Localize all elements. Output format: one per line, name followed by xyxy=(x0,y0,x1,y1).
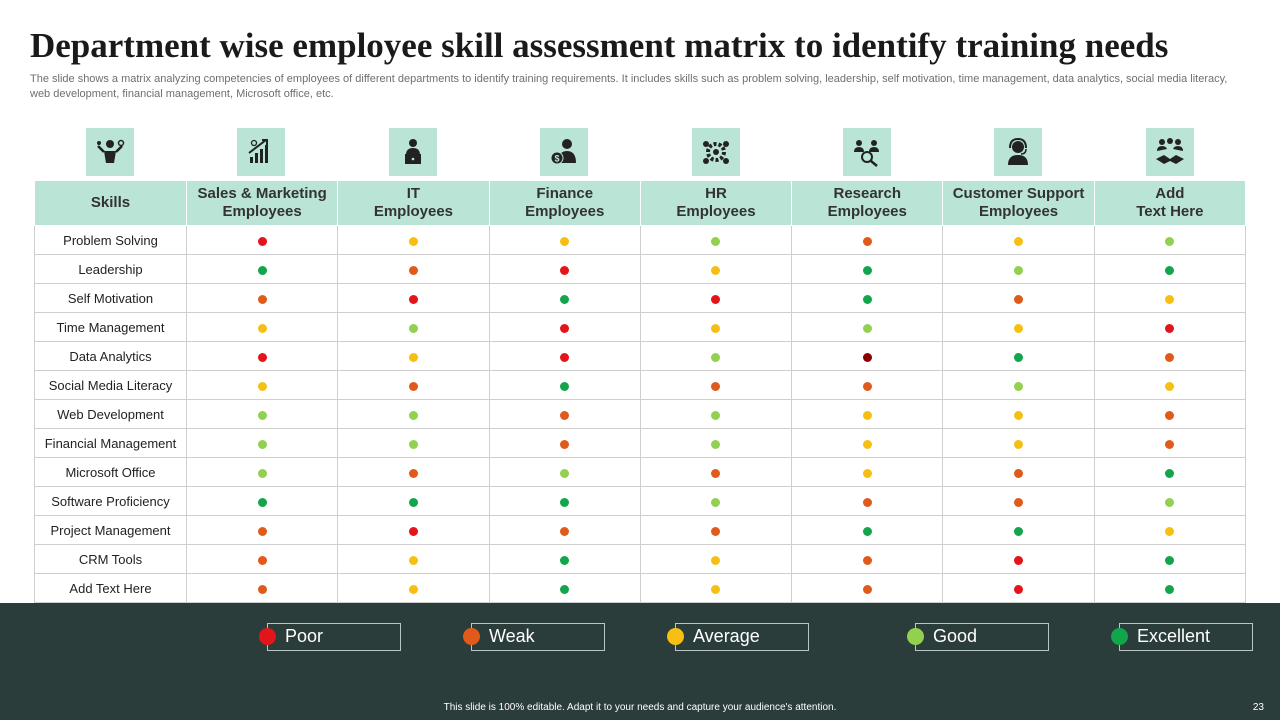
table-row xyxy=(35,342,1246,371)
rating-cell xyxy=(792,226,943,255)
rating-cell xyxy=(338,342,489,371)
rating-cell xyxy=(792,487,943,516)
skill-name: Web Development xyxy=(35,400,187,429)
rating-dot-weak xyxy=(258,527,267,536)
department-column-header: Customer Support Employees xyxy=(943,181,1094,226)
rating-cell xyxy=(943,487,1094,516)
rating-cell xyxy=(943,226,1094,255)
svg-text:$: $ xyxy=(554,153,560,164)
rating-dot-good xyxy=(258,411,267,420)
rating-dot-average xyxy=(1014,411,1023,420)
table-row xyxy=(35,371,1246,400)
rating-cell xyxy=(338,545,489,574)
department-icons-row xyxy=(34,128,1246,176)
skill-name: Software Proficiency xyxy=(35,487,187,516)
rating-dot-average xyxy=(863,469,872,478)
table-row xyxy=(35,574,1246,603)
computer-worker-icon xyxy=(389,128,437,176)
finance-person-icon xyxy=(540,128,588,176)
table-row xyxy=(35,545,1246,574)
rating-cell xyxy=(792,429,943,458)
legend-label: Poor xyxy=(285,626,324,646)
rating-cell xyxy=(338,255,489,284)
matrix-body xyxy=(35,226,1246,603)
rating-dot-excellent xyxy=(863,295,872,304)
rating-cell xyxy=(640,342,791,371)
rating-dot-excellent xyxy=(409,498,418,507)
legend-dot xyxy=(1111,628,1128,645)
rating-cell xyxy=(1094,371,1245,400)
rating-cell xyxy=(1094,487,1245,516)
legend-item-excellent xyxy=(1119,623,1253,651)
legend-dot xyxy=(667,628,684,645)
rating-cell xyxy=(338,516,489,545)
rating-dot-weak xyxy=(1165,353,1174,362)
growth-chart-icon xyxy=(237,128,285,176)
rating-dot-average xyxy=(258,324,267,333)
department-column-header: Research Employees xyxy=(792,181,943,226)
rating-dot-weak xyxy=(1014,469,1023,478)
department-column-header: Add Text Here xyxy=(1094,181,1245,226)
rating-cell xyxy=(640,313,791,342)
rating-cell xyxy=(338,458,489,487)
rating-dot-average xyxy=(711,324,720,333)
rating-dot-average xyxy=(409,585,418,594)
skill-name: Leadership xyxy=(35,255,187,284)
table-row xyxy=(35,255,1246,284)
rating-dot-good xyxy=(711,353,720,362)
table-row xyxy=(35,487,1246,516)
rating-dot-weak xyxy=(409,469,418,478)
skill-name: Time Management xyxy=(35,313,187,342)
rating-dot-excellent xyxy=(560,295,569,304)
rating-cell xyxy=(792,516,943,545)
rating-cell xyxy=(640,545,791,574)
rating-cell xyxy=(943,255,1094,284)
rating-dot-good xyxy=(1165,498,1174,507)
rating-cell xyxy=(943,429,1094,458)
rating-cell xyxy=(338,284,489,313)
rating-dot-good xyxy=(258,469,267,478)
rating-dot-weak xyxy=(1165,411,1174,420)
rating-dot-weak xyxy=(560,411,569,420)
rating-dot-excellent xyxy=(1165,556,1174,565)
rating-dot-average xyxy=(409,353,418,362)
legend-label: Weak xyxy=(489,626,535,646)
rating-dot-good xyxy=(409,411,418,420)
rating-cell xyxy=(1094,429,1245,458)
rating-cell xyxy=(792,255,943,284)
rating-dot-poor xyxy=(258,353,267,362)
rating-cell xyxy=(187,342,338,371)
rating-cell xyxy=(792,342,943,371)
rating-cell xyxy=(489,545,640,574)
rating-dot-good xyxy=(1014,382,1023,391)
rating-dot-excellent xyxy=(1165,266,1174,275)
rating-dot-weak xyxy=(1014,498,1023,507)
rating-dot-poor xyxy=(1014,585,1023,594)
skill-name: Data Analytics xyxy=(35,342,187,371)
rating-cell xyxy=(943,284,1094,313)
rating-dot-average xyxy=(258,382,267,391)
rating-cell xyxy=(640,255,791,284)
rating-dot-weak xyxy=(258,295,267,304)
rating-cell xyxy=(187,458,338,487)
rating-cell xyxy=(1094,255,1245,284)
skill-name: Add Text Here xyxy=(35,574,187,603)
handshake-team-icon xyxy=(1146,128,1194,176)
rating-cell xyxy=(489,487,640,516)
rating-cell xyxy=(489,284,640,313)
table-row xyxy=(35,458,1246,487)
rating-dot-excellent xyxy=(1014,353,1023,362)
rating-dot-weak xyxy=(560,440,569,449)
rating-dot-good xyxy=(711,411,720,420)
rating-cell xyxy=(1094,342,1245,371)
rating-dot-average xyxy=(711,266,720,275)
rating-dot-weak xyxy=(711,469,720,478)
rating-dot-weak xyxy=(258,556,267,565)
rating-cell xyxy=(489,342,640,371)
research-team-icon xyxy=(843,128,891,176)
matrix-header-row xyxy=(35,181,1246,226)
rating-cell xyxy=(187,545,338,574)
rating-dot-average xyxy=(1165,527,1174,536)
rating-cell xyxy=(943,342,1094,371)
slide-title: Department wise employee skill assessment matrix to identify training needs xyxy=(30,26,1169,65)
department-column-header: IT Employees xyxy=(338,181,489,226)
rating-dot-weak xyxy=(863,556,872,565)
rating-dot-good xyxy=(409,324,418,333)
rating-cell xyxy=(1094,574,1245,603)
rating-dot-excellent xyxy=(560,585,569,594)
rating-dot-poor xyxy=(409,295,418,304)
rating-dot-weak xyxy=(1014,295,1023,304)
rating-cell xyxy=(187,574,338,603)
table-row xyxy=(35,226,1246,255)
rating-cell xyxy=(338,487,489,516)
department-column-header: Finance Employees xyxy=(489,181,640,226)
rating-cell xyxy=(338,400,489,429)
rating-dot-poor xyxy=(560,324,569,333)
rating-dot-excellent xyxy=(258,266,267,275)
rating-dot-excellent xyxy=(560,556,569,565)
skills-column-header: Skills xyxy=(35,181,187,226)
rating-cell xyxy=(792,284,943,313)
skill-name: Self Motivation xyxy=(35,284,187,313)
rating-cell xyxy=(1094,284,1245,313)
rating-cell xyxy=(640,400,791,429)
rating-dot-average xyxy=(711,585,720,594)
rating-dot-poor xyxy=(1014,556,1023,565)
rating-dot-average xyxy=(560,237,569,246)
rating-cell xyxy=(943,574,1094,603)
rating-cell xyxy=(489,226,640,255)
rating-dot-excellent xyxy=(863,266,872,275)
legend-label: Good xyxy=(933,626,978,646)
rating-dot-excellent xyxy=(1165,469,1174,478)
rating-dot-weak xyxy=(258,585,267,594)
rating-dot-poor xyxy=(560,266,569,275)
rating-cell xyxy=(1094,226,1245,255)
rating-cell xyxy=(792,313,943,342)
rating-dot-good xyxy=(863,324,872,333)
rating-dot-weak xyxy=(863,382,872,391)
rating-dot-good xyxy=(258,440,267,449)
rating-cell xyxy=(943,313,1094,342)
rating-dot-poor xyxy=(560,353,569,362)
rating-dot-good xyxy=(1165,237,1174,246)
rating-dot-average xyxy=(1165,295,1174,304)
rating-dot-excellent xyxy=(560,498,569,507)
rating-dot-very-poor xyxy=(863,353,872,362)
gears-team-icon xyxy=(692,128,740,176)
rating-cell xyxy=(943,400,1094,429)
rating-cell xyxy=(489,313,640,342)
rating-cell xyxy=(943,458,1094,487)
rating-cell xyxy=(943,516,1094,545)
skill-name: Financial Management xyxy=(35,429,187,458)
rating-cell xyxy=(1094,545,1245,574)
legend-item-average xyxy=(675,623,809,651)
rating-dot-excellent xyxy=(1165,585,1174,594)
rating-dot-excellent xyxy=(1014,527,1023,536)
rating-cell xyxy=(187,226,338,255)
skill-name: Social Media Literacy xyxy=(35,371,187,400)
rating-cell xyxy=(640,574,791,603)
legend-item-poor xyxy=(267,623,401,651)
rating-cell xyxy=(338,574,489,603)
rating-cell xyxy=(1094,400,1245,429)
rating-dot-excellent xyxy=(560,382,569,391)
rating-dot-average xyxy=(863,440,872,449)
rating-dot-excellent xyxy=(863,527,872,536)
rating-dot-average xyxy=(1165,382,1174,391)
rating-cell xyxy=(489,458,640,487)
rating-cell xyxy=(187,400,338,429)
rating-cell xyxy=(640,487,791,516)
rating-cell xyxy=(338,429,489,458)
table-row xyxy=(35,284,1246,313)
rating-dot-good xyxy=(711,237,720,246)
skill-name: Microsoft Office xyxy=(35,458,187,487)
table-row xyxy=(35,429,1246,458)
skill-assessment-matrix xyxy=(34,180,1246,603)
department-column-header: Sales & Marketing Employees xyxy=(187,181,338,226)
department-column-header: HR Employees xyxy=(640,181,791,226)
rating-cell xyxy=(489,516,640,545)
rating-cell xyxy=(1094,458,1245,487)
support-agent-icon xyxy=(994,128,1042,176)
rating-dot-good xyxy=(560,469,569,478)
rating-dot-weak xyxy=(560,527,569,536)
leader-icon xyxy=(86,128,134,176)
legend-item-good xyxy=(915,623,1049,651)
rating-dot-good xyxy=(1014,266,1023,275)
rating-dot-weak xyxy=(711,527,720,536)
rating-cell xyxy=(489,429,640,458)
rating-cell xyxy=(338,226,489,255)
legend-item-weak xyxy=(471,623,605,651)
rating-dot-average xyxy=(1014,324,1023,333)
rating-cell xyxy=(640,226,791,255)
rating-dot-weak xyxy=(863,498,872,507)
rating-dot-weak xyxy=(409,382,418,391)
rating-dot-poor xyxy=(1165,324,1174,333)
page-number: 23 xyxy=(1252,702,1264,713)
legend-label: Excellent xyxy=(1137,626,1211,646)
rating-cell xyxy=(187,313,338,342)
rating-dot-weak xyxy=(863,585,872,594)
rating-cell xyxy=(792,371,943,400)
rating-cell xyxy=(943,545,1094,574)
rating-dot-good xyxy=(711,440,720,449)
rating-dot-average xyxy=(1014,440,1023,449)
rating-cell xyxy=(187,371,338,400)
legend-dot xyxy=(259,628,276,645)
rating-dot-weak xyxy=(409,266,418,275)
rating-dot-average xyxy=(409,237,418,246)
skill-name: CRM Tools xyxy=(35,545,187,574)
rating-dot-poor xyxy=(409,527,418,536)
rating-cell xyxy=(187,487,338,516)
rating-dot-poor xyxy=(711,295,720,304)
rating-cell xyxy=(489,574,640,603)
rating-cell xyxy=(792,458,943,487)
rating-dot-weak xyxy=(711,382,720,391)
legend-dot xyxy=(463,628,480,645)
rating-dot-poor xyxy=(258,237,267,246)
rating-cell xyxy=(187,429,338,458)
rating-cell xyxy=(489,255,640,284)
rating-dot-weak xyxy=(863,237,872,246)
legend-footer xyxy=(0,603,1280,720)
rating-cell xyxy=(640,284,791,313)
rating-dot-average xyxy=(409,556,418,565)
skill-name: Project Management xyxy=(35,516,187,545)
rating-cell xyxy=(187,516,338,545)
rating-cell xyxy=(489,400,640,429)
rating-cell xyxy=(489,371,640,400)
rating-cell xyxy=(640,458,791,487)
rating-cell xyxy=(792,574,943,603)
rating-dot-average xyxy=(863,411,872,420)
rating-dot-average xyxy=(1014,237,1023,246)
table-row xyxy=(35,313,1246,342)
rating-cell xyxy=(338,313,489,342)
rating-dot-good xyxy=(711,498,720,507)
table-row xyxy=(35,400,1246,429)
table-row xyxy=(35,516,1246,545)
rating-cell xyxy=(792,545,943,574)
rating-cell xyxy=(640,429,791,458)
rating-dot-excellent xyxy=(258,498,267,507)
legend-dot xyxy=(907,628,924,645)
rating-cell xyxy=(640,371,791,400)
footer-note: This slide is 100% editable. Adapt it to your needs and capture your audience's attention. xyxy=(443,702,837,713)
rating-dot-weak xyxy=(1165,440,1174,449)
legend-label: Average xyxy=(693,626,760,646)
skill-name: Problem Solving xyxy=(35,226,187,255)
rating-cell xyxy=(640,516,791,545)
rating-cell xyxy=(792,400,943,429)
rating-cell xyxy=(187,284,338,313)
rating-cell xyxy=(187,255,338,284)
rating-cell xyxy=(338,371,489,400)
rating-cell xyxy=(1094,313,1245,342)
rating-dot-good xyxy=(409,440,418,449)
rating-cell xyxy=(1094,516,1245,545)
slide-subtitle: The slide shows a matrix analyzing competencies of employees of different departments to identify training requirements. It includes skills such as problem solving, leadership, self motivation, time management, data analytics, social media literacy, web development, financial management, Microsoft office, etc. xyxy=(30,73,1228,100)
rating-dot-average xyxy=(711,556,720,565)
rating-cell xyxy=(943,371,1094,400)
